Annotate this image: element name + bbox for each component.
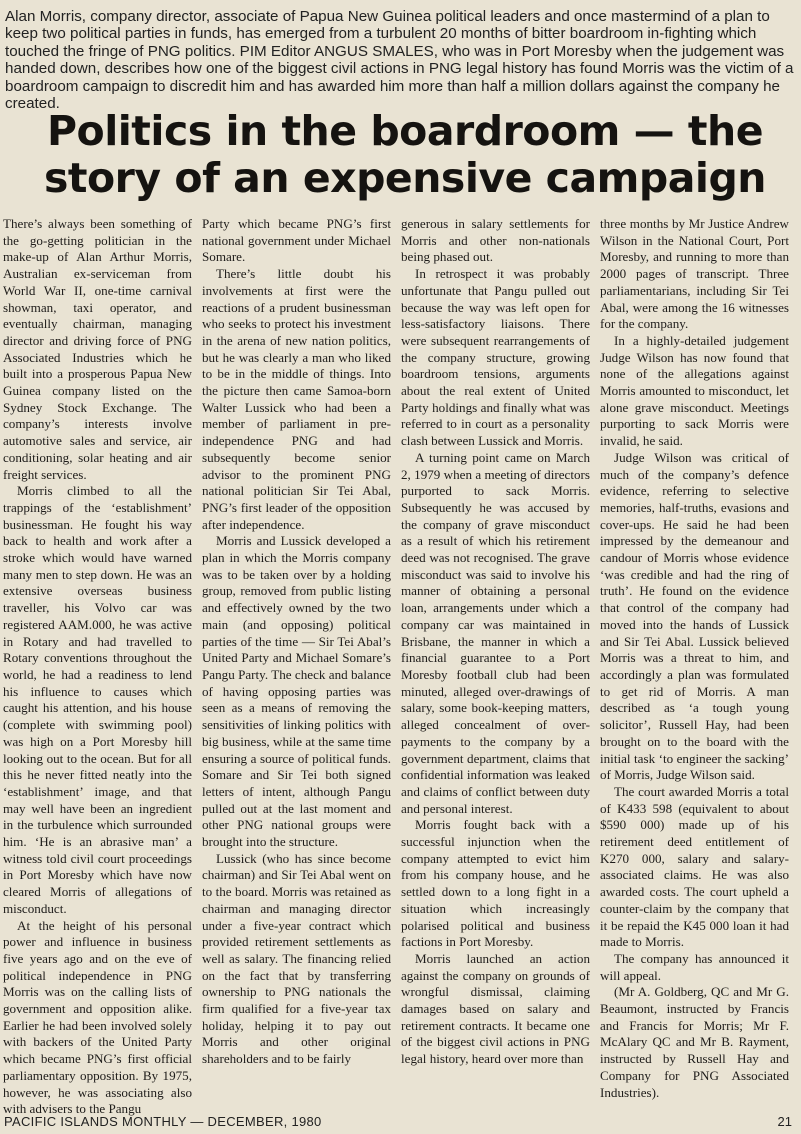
paragraph: Party which became PNG’s first national government under Michael Somare. bbox=[202, 216, 391, 265]
article-body bbox=[3, 216, 795, 1117]
headline-line-2: story of an expensive campaign bbox=[44, 154, 766, 202]
paragraph: In a highly-detailed judgement Judge Wilson has now found that none of the allegations against Morris amounted to misconduct, let alone grave misconduct. Meetings purporting to sack Morris were invalid, he said. bbox=[600, 332, 789, 449]
paragraph: three months by Mr Justice Andrew Wilson in the National Court, Port Moresby, and running to more than 2000 pages of transcript. Three parliamentarians, including Sir Tei Abal, were among the 16 witnesses for the company. bbox=[600, 216, 789, 332]
paragraph: In retrospect it was probably unfortunate that Pangu pulled out because the way was left open for less-satisfactory liaisons. There were subsequent rearrangements of the company structure, growing boardroom tensions, arguments about the real extent of United Party holdings and finally what was referred to in court as a personality clash between Lussick and Morris. bbox=[401, 266, 590, 449]
article-column-2 bbox=[202, 216, 391, 1098]
page-number: 21 bbox=[777, 1114, 792, 1129]
paragraph: Morris climbed to all the trappings of the ‘establishment’ businessman. He fought his way back to health and work after a stroke which would have warned many men to step down. He was an extensive overseas business traveller, his Volvo car was registered AAM.000, he was active in Rotary and had travelled to Rotary conventions throughout the world, he had a readiness to lend his influence to causes which caught his attention, and his house (complete with swimming pool) was high on a Port Moresby hill looking out to the ocean. But for all this he never fitted neatly into the ‘establishment’ image, and that may well have been an ingredient in the turbulence which surrounded him. ‘He is an abrasive man’ a witness told civil court proceedings in Port Moresby which have now cleared Morris of allegations of misconduct. bbox=[3, 483, 192, 916]
article-column-3 bbox=[401, 216, 590, 1098]
publication-name: PACIFIC ISLANDS MONTHLY — DECEMBER, 1980 bbox=[4, 1114, 322, 1129]
paragraph: Lussick (who has since become chairman) and Sir Tei Abal went on to the board. Morris was retained as chairman and managing director under a five-year contract which provided retirement settlements as well as salary. The financing relied on the fact that by transferring ownership to PNG nationals the firm qualified for a five-year tax holiday, helping it to pay out Morris and other original shareholders and to be fairly bbox=[202, 850, 391, 1067]
article-column-1 bbox=[3, 216, 192, 1117]
legal-counsel-credit: (Mr A. Goldberg, QC and Mr G. Beaumont, instructed by Francis and Francis for Morris; Mr F. McAlary QC and Mr B. Rayment, instructed by Russell Hay and Company for PNG Associated Industries). bbox=[600, 984, 789, 1100]
page-footer bbox=[4, 1112, 796, 1132]
paragraph: Morris launched an action against the company on grounds of wrongful dismissal, claiming damages based on salary and retirement contracts. It became one of the biggest civil actions in PNG legal history, heard over more than bbox=[401, 950, 590, 1067]
paragraph: Morris and Lussick developed a plan in which the Morris company was to be taken over by a holding group, removed from public listing and effectively owned by the two main (and opposing) political parties of the time — Sir Tei Abal’s United Party and Michael Somare’s Pangu Party. The check and balance of having opposing parties was seen as a means of removing the sensitivities of linking politics with big business, while at the same time ensuring a source of political funds. Somare and Sir Tei both signed letters of intent, although Pangu pulled out at the last moment and other PNG national groups were brought into the structure. bbox=[202, 533, 391, 850]
headline bbox=[40, 108, 770, 202]
paragraph: Morris fought back with a successful injunction when the company attempted to evict him from his company house, and he settled down to a long fight in a situation which increasingly polarised political and business factions in Port Moresby. bbox=[401, 817, 590, 950]
paragraph: generous in salary settlements for Morris and other non-nationals being phased out. bbox=[401, 216, 590, 265]
paragraph: There’s little doubt his involvements at first were the reactions of a prudent businessman who seeks to protect his investment in the arena of new nation politics, but he was clearly a man who liked to be in the middle of things. Into the picture then came Samoa-born Walter Lussick who had been a member of parliament in pre-independence PNG and had subsequently become senior advisor to the prominent PNG national politician Sir Tei Abal, PNG’s first leader of the opposition after independence. bbox=[202, 266, 391, 532]
paragraph: The court awarded Morris a total of K433 598 (equivalent to about $590 000) made up of his retirement deed entitlement of K270 000, salary and salary-associated claims. He was also awarded costs. The court upheld a counter-claim by the company that it be repaid the K45 000 loan it had made to Morris. bbox=[600, 783, 789, 950]
article-column-4 bbox=[600, 216, 789, 1098]
headline-line-1: Politics in the boardroom — the bbox=[46, 107, 763, 155]
paragraph: Judge Wilson was critical of much of the company’s defence evidence, referring to selective memories, half-truths, evasions and cover-ups. He said he had been impressed by the demeanour and candour of Morris whose evidence ‘was credible and had the ring of truth’. He found on the evidence that control of the company had moved into the hands of Lussick and Sir Tei Abal. Lussick believed Morris was a threat to him, and accordingly a plan was formulated to get rid of Morris. A man described as ‘a tough young solicitor’, Russell Hay, had been brought on to the board with the initial task ‘to engineer the sacking’ of Morris, Judge Wilson said. bbox=[600, 449, 789, 783]
paragraph: A turning point came on March 2, 1979 when a meeting of directors purported to sack Morris. Subsequently he was accused by the company of grave misconduct as a result of which his retirement deed was not recognised. The grave misconduct was said to involve his manner of obtaining a personal loan, arrangements under which a company car was maintained in Brisbane, the manner in which a financial guarantee to a Port Moresby football club had been minuted, alleged over-drawings of salary, some book-keeping matters, alleged concealment of over-payments to the company by a government department, claims that confidential information was leaked and claims of conflict between duty and personal interest. bbox=[401, 449, 590, 816]
paragraph: The company has announced it will appeal. bbox=[600, 950, 789, 983]
paragraph: There’s always been something of the go-getting politician in the make-up of Alan Arthur Morris, Australian ex-serviceman from World War II, one-time carnival showman, taxi operator, and eventually chairman, managing director and driving force of PNG Associated Industries which he built into a prosperous Papua New Guinea company listed on the Sydney Stock Exchange. The company’s interests involve automotive sales and service, air conditioning, solar heating and air freight services. bbox=[3, 216, 192, 482]
standfirst: Alan Morris, company director, associate of Papua New Guinea political leaders and once mastermind of a plan to keep two political parties in funds, has emerged from a turbulent 20 months of bitter boardroom in-fighting which touched the fringe of PNG politics. PIM Editor ANGUS SMALES, who was in Port Moresby when the judgement was handed down, describes how one of the biggest civil actions in PNG legal history has found Morris was the victim of a boardroom campaign to discredit him and has awarded him more than half a million dollars against the company he created. bbox=[5, 8, 794, 113]
paragraph: At the height of his personal power and influence in business five years ago and on the eve of political independence in PNG Morris was on the calling lists of government and opposition alike. Earlier he had been involved solely with backers of the United Party which became PNG’s first official parliamentary opposition. By 1975, however, he was associating also with advisers to the Pangu bbox=[3, 917, 192, 1117]
